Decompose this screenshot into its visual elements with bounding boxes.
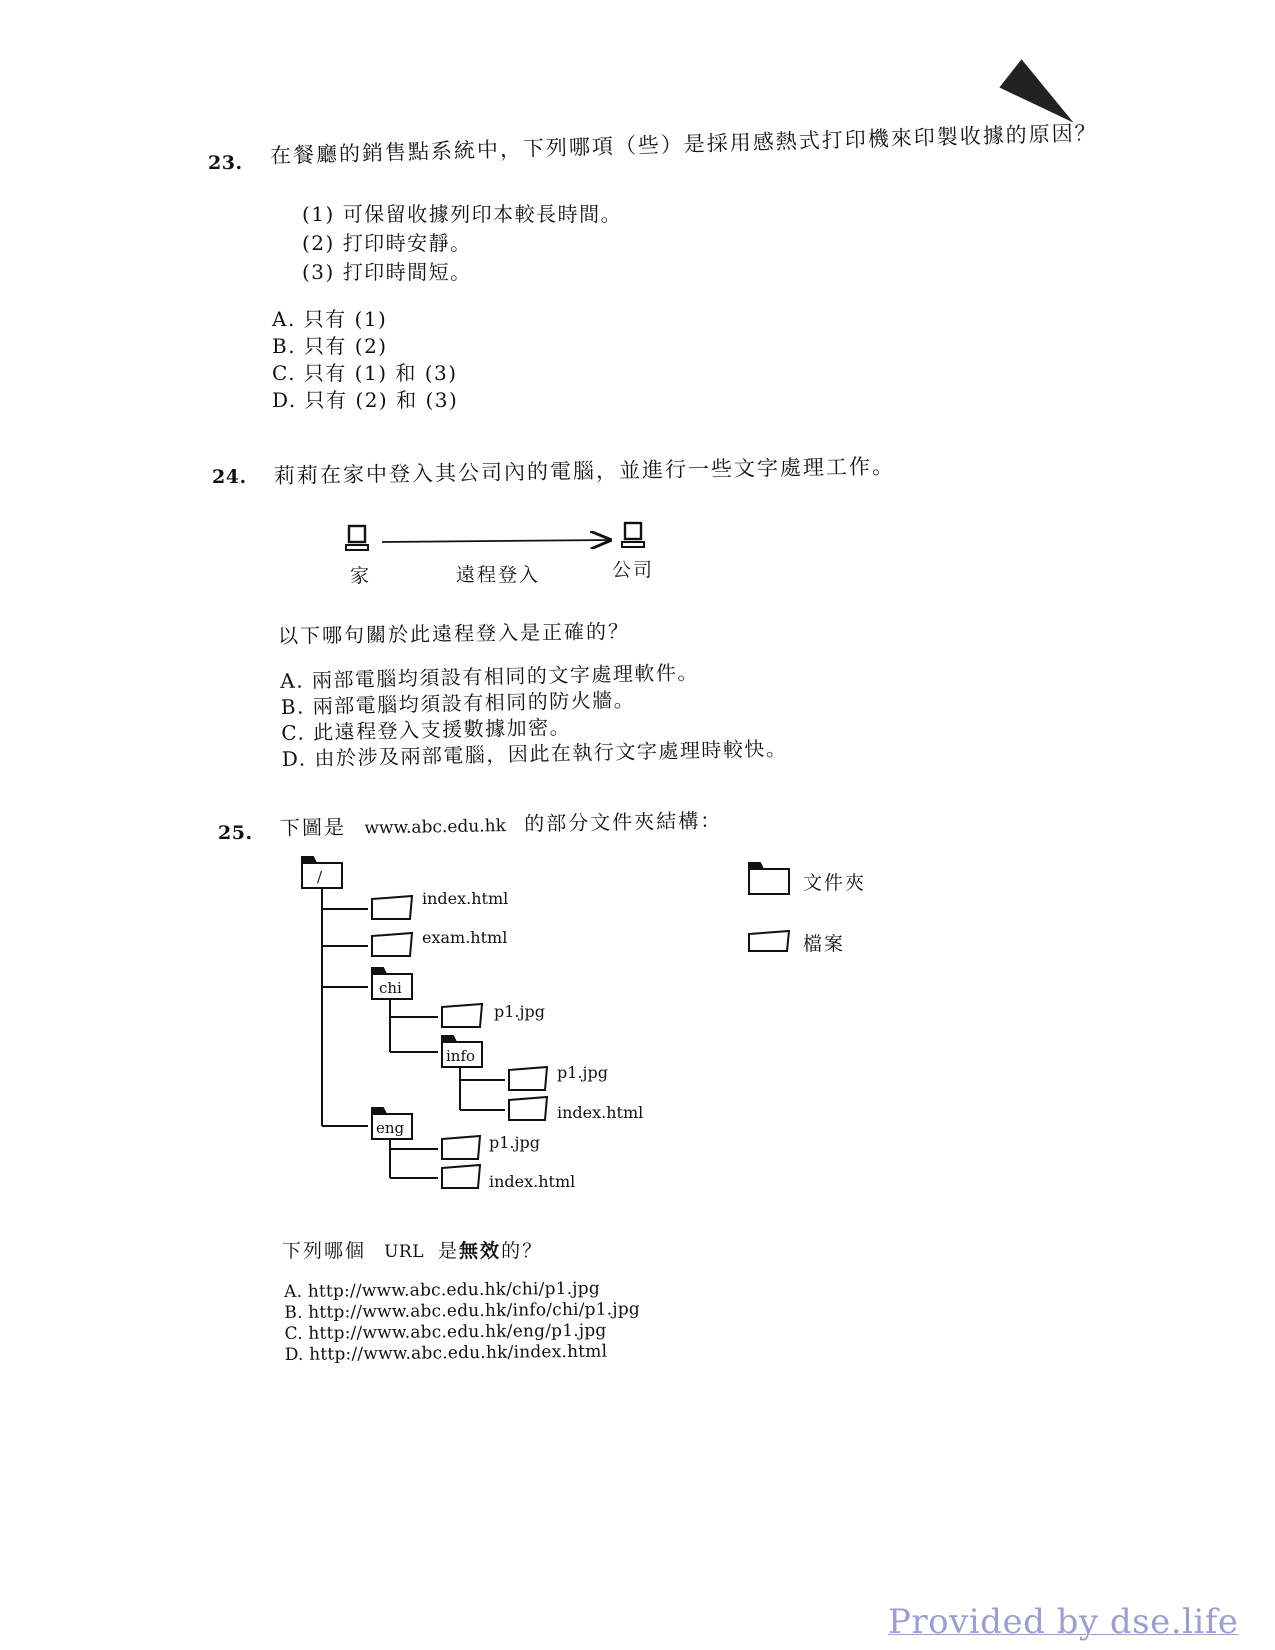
q23-option-d: D. 只有 (2) 和 (3) [272,388,459,412]
q24-number: 24. [212,466,247,488]
q23-option-b: B. 只有 (2) [272,334,388,358]
tree-info-file2: index.html [557,1103,644,1122]
home-computer-icon [346,526,368,550]
q25-stem-prefix: 下圖是 [279,814,347,840]
tree-root-file2: exam.html [422,928,508,947]
q25-question-url: URL [384,1242,424,1262]
q23-number: 23. [208,152,243,174]
tree-eng-file1: p1.jpg [489,1133,540,1152]
tree-eng-label: eng [376,1119,405,1137]
q23-statement: (3) 打印時間短。 [302,260,472,284]
file-icon [442,1165,480,1188]
q25-number: 25. [218,822,253,844]
q25-option-a: A. http://www.abc.edu.hk/chi/p1.jpg [284,1278,600,1302]
q25-stem-suffix: 的部分文件夾結構： [524,808,723,836]
q25-option-d: D. http://www.abc.edu.hk/index.html [284,1341,608,1365]
tree-root-file1: index.html [422,889,509,908]
q25-stem [280,804,723,841]
tree-eng-file2: index.html [489,1172,576,1191]
tree-chi-file: p1.jpg [494,1002,545,1021]
file-icon [509,1067,547,1090]
legend-folder-label: 文件夾 [803,872,867,894]
tree-info-file1: p1.jpg [557,1063,608,1082]
q24-option-d: D. 由於涉及兩部電腦，因此在執行文字處理時較快。 [281,736,788,771]
q23-stem: 在餐廳的銷售點系統中，下列哪項（些）是採用感熱式打印機來印製收據的原因？ [269,120,1099,168]
q25-option-b: B. http://www.abc.edu.hk/info/chi/p1.jpg [284,1299,641,1323]
q23-statements [302,200,622,287]
q23-option-c: C. 只有 (1) 和 (3) [272,361,458,385]
home-label: 家 [350,565,372,587]
q24-option-c: C. 此遠程登入支援數據加密。 [281,714,572,745]
q23-statement: (2) 打印時安靜。 [302,231,472,255]
q25-stem-url: www.abc.edu.hk [364,816,507,839]
footer-watermark: Provided by dse.life [888,1602,1239,1642]
q24-options [280,657,788,772]
office-computer-icon [622,523,644,547]
q25-question-end: 的？ [501,1240,544,1262]
legend-file-label: 檔案 [803,933,846,955]
office-label: 公司 [612,559,655,581]
tree-chi-label: chi [379,979,402,997]
q23-statement: (1) 可保留收據列印本較長時間。 [302,202,623,226]
q25-options [284,1278,641,1366]
q25-option-c: C. http://www.abc.edu.hk/eng/p1.jpg [284,1320,607,1344]
remote-login-label: 遠程登入 [456,564,541,586]
q25-question-emph: 無效 [459,1240,502,1262]
folder-tree-diagram [295,852,655,1197]
tree-root-label: / [317,868,323,886]
file-icon [372,933,412,956]
tree-info-label: info [446,1047,476,1065]
legend-file-icon [749,931,789,951]
q25-question-suffix: 是 [438,1240,460,1262]
q24-option-a: A. 兩部電腦均須設有相同的文字處理軟件。 [280,660,700,693]
q24-question: 以下哪句關於此遠程登入是正確的？ [277,619,631,648]
file-icon [372,896,412,919]
q25-question-prefix: 下列哪個 [282,1240,367,1262]
file-icon [442,1004,482,1027]
legend-icons [745,858,795,958]
q24-option-b: B. 兩部電腦均須設有相同的防火牆。 [280,687,636,719]
q24-stem: 莉莉在家中登入其公司內的電腦，並進行一些文字處理工作。 [273,454,896,488]
q23-options [272,306,458,414]
remote-login-arrow [382,540,610,542]
file-icon [442,1136,480,1159]
q25-question [282,1236,543,1263]
legend-folder-icon [749,863,789,894]
file-icon [509,1097,547,1120]
q23-option-a: A. 只有 (1) [272,307,388,331]
